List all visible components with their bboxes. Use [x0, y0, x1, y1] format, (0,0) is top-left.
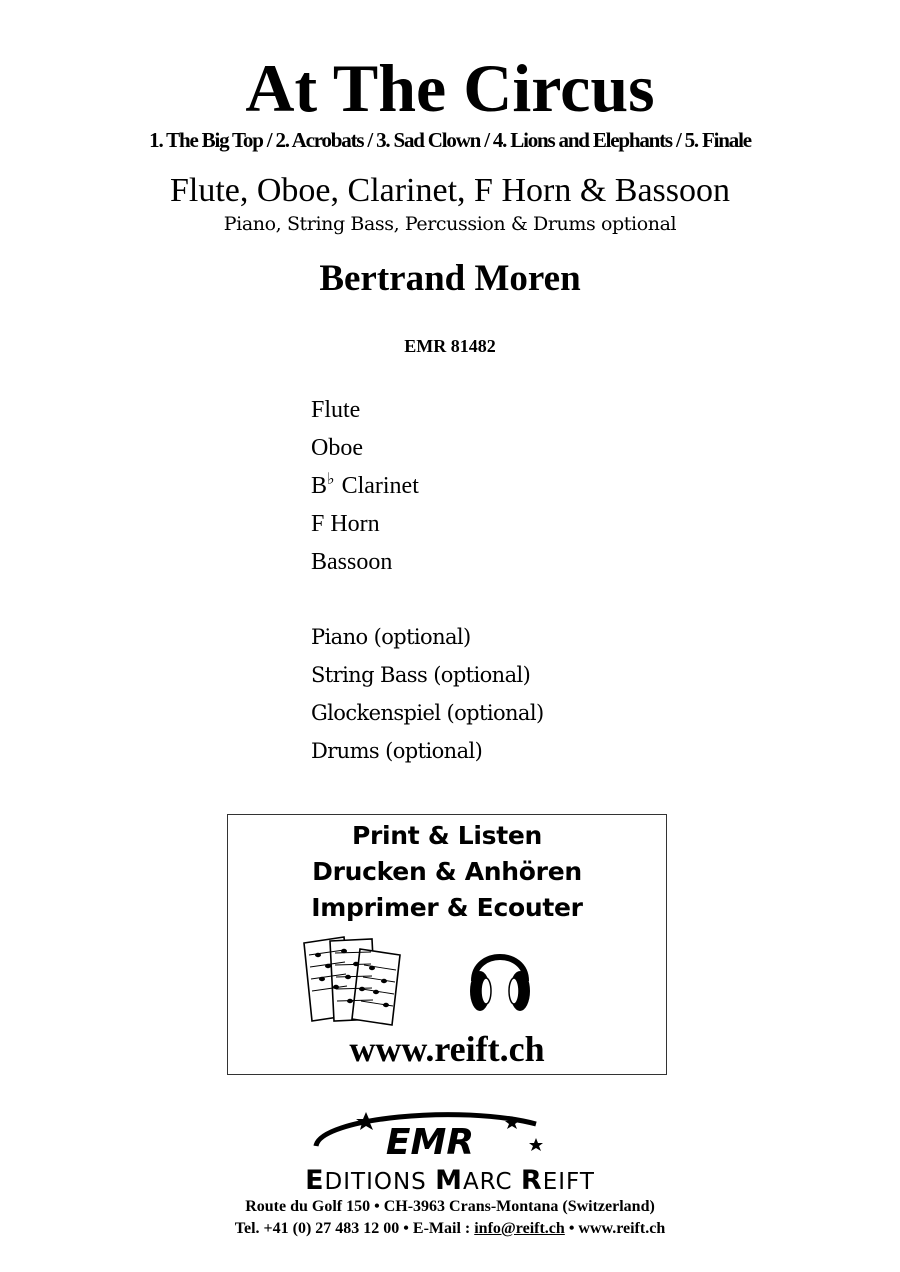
movement-list: 1. The Big Top / 2. Acrobats / 3. Sad Clown / 4. Lions and Elephants / 5. Finale	[149, 128, 751, 152]
promo-line-english: Print & Listen	[351, 821, 543, 850]
composer-name: Bertrand Moren	[319, 258, 581, 299]
part-glockenspiel: Glockenspiel (optional)	[311, 701, 544, 725]
publisher-initial-e: E	[305, 1165, 325, 1196]
headphones-icon	[466, 939, 534, 1015]
parts-spacer	[311, 581, 544, 618]
flat-icon: ♭	[327, 471, 335, 488]
part-flute: Flute	[311, 397, 361, 423]
publisher-contact	[0, 1218, 900, 1240]
logo-text: EMR	[385, 1122, 475, 1163]
part-clarinet	[311, 467, 544, 505]
clarinet-key: B	[311, 473, 328, 499]
parts-list	[311, 391, 544, 770]
optional-instruments: Piano, String Bass, Percussion & Drums optional	[223, 213, 677, 235]
publisher-initial-r: R	[520, 1165, 543, 1196]
clarinet-label: Clarinet	[341, 473, 419, 499]
catalog-number: EMR 81482	[404, 336, 496, 356]
contact-website: • www.reift.ch	[564, 1220, 666, 1237]
print-listen-box	[227, 814, 667, 1075]
promo-website[interactable]: www.reift.ch	[349, 1029, 545, 1069]
promo-line-german: Drucken & Anhören	[312, 857, 582, 886]
part-drums: Drums (optional)	[311, 739, 483, 763]
publisher-word-reift: EIFT	[542, 1169, 595, 1195]
publisher-name	[0, 1166, 900, 1197]
contact-phone: Tel. +41 (0) 27 483 12 00 • E-Mail :	[234, 1220, 475, 1237]
score-title: At The Circus	[245, 50, 655, 126]
part-piano: Piano (optional)	[311, 625, 471, 649]
publisher-word-marc: ARC	[462, 1169, 521, 1195]
part-oboe: Oboe	[311, 435, 363, 461]
publisher-word-editions: DITIONS	[324, 1169, 436, 1195]
part-bassoon: Bassoon	[311, 549, 393, 575]
promo-line-french: Imprimer & Ecouter	[311, 893, 583, 922]
publisher-initial-m: M	[435, 1165, 463, 1196]
part-string-bass: String Bass (optional)	[311, 663, 531, 687]
publisher-address: Route du Golf 150 • CH-3963 Crans-Montana (Switzerland)	[245, 1198, 655, 1215]
sheet-music-icon	[300, 935, 412, 1027]
emr-logo	[310, 1106, 550, 1166]
instrumentation: Flute, Oboe, Clarinet, F Horn & Bassoon	[169, 172, 731, 209]
part-horn: F Horn	[311, 511, 380, 537]
email-link[interactable]: info@reift.ch	[474, 1220, 565, 1237]
